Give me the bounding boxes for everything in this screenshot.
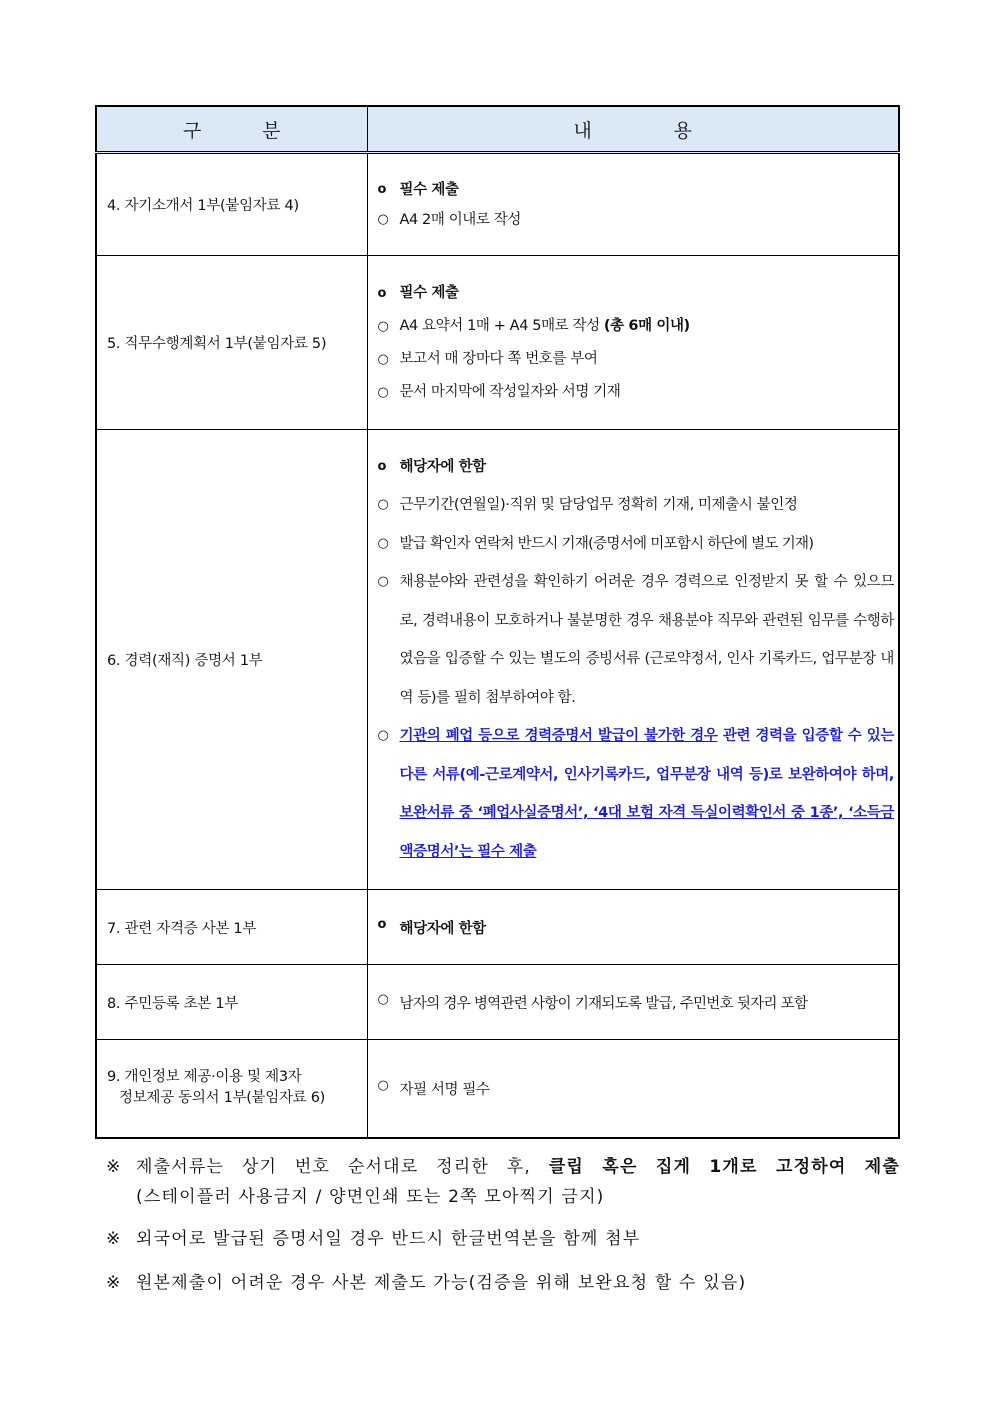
reference-mark-icon: ※	[106, 1273, 122, 1293]
reference-mark-icon: ※	[106, 1157, 122, 1177]
bullet-icon: ○	[377, 384, 389, 400]
bullet-icon: ○	[377, 991, 389, 1007]
table-row	[96, 1040, 899, 1138]
note-item: ※ 외국어로 발급된 증명서일 경우 반드시 한글번역본을 함께 첨부	[106, 1220, 900, 1258]
row-label: 7. 관련 자격증 사본 1부	[96, 890, 367, 965]
bullet-icon: ○	[377, 318, 389, 334]
table-row	[96, 430, 899, 890]
row-label: 8. 주민등록 초본 1부	[96, 965, 367, 1040]
note-item: ※ 원본제출이 어려운 경우 사본 제출도 가능(검증을 위해 보완요청 할 수 있음)	[106, 1264, 900, 1302]
row-content: o 필수 제출 ○ A4 2매 이내로 작성	[367, 153, 899, 256]
bullet-icon: ○	[377, 351, 389, 367]
row-label: 9. 개인정보 제공·이용 및 제3자 정보제공 동의서 1부(붙임자료 6)	[96, 1040, 367, 1138]
table-row	[96, 256, 899, 430]
table-row	[96, 965, 899, 1040]
bullet-icon: ○	[377, 574, 389, 590]
row-content: o 해당자에 한함	[367, 890, 899, 965]
bullet-icon: ○	[377, 497, 389, 513]
table-header-row	[96, 106, 899, 153]
bullet-icon: o	[377, 916, 387, 932]
notes-section	[106, 1152, 900, 1302]
required-documents-table	[95, 105, 900, 1139]
row-label: 5. 직무수행계획서 1부(붙임자료 5)	[96, 256, 367, 430]
note-item: ※ 제출서류는 상기 번호 순서대로 정리한 후, 클립 혹은 집게 1개로 고정하여 제출	[106, 1152, 900, 1182]
requirements-table-wrapper	[95, 105, 900, 1139]
row-label: 4. 자기소개서 1부(붙임자료 4)	[96, 153, 367, 256]
bullet-icon: ○	[377, 535, 389, 551]
bullet-icon: ○	[377, 1077, 389, 1093]
bullet-icon: ○	[377, 728, 389, 744]
table-row	[96, 890, 899, 965]
row-content: ○ 남자의 경우 병역관련 사항이 기재되도록 발급, 주민번호 뒷자리 포함	[367, 965, 899, 1040]
header-category: 구 분	[96, 106, 367, 153]
bullet-icon: o	[377, 458, 387, 474]
reference-mark-icon: ※	[106, 1229, 122, 1249]
note-item-continuation: (스테이플러 사용금지 / 양면인쇄 또는 2쪽 모아찍기 금지)	[136, 1187, 605, 1207]
header-content: 내 용	[367, 106, 899, 153]
table-row	[96, 153, 899, 256]
bullet-icon: o	[377, 181, 387, 197]
row-content: ○ 자필 서명 필수	[367, 1040, 899, 1138]
row-content: o 필수 제출 ○ A4 요약서 1매 + A4 5매로 작성 (총 6매 이내) ○ 보고서 매 장마다 쪽 번호를 부여 ○ 문서 마지막에 작성일자와 서명 기재	[367, 256, 899, 430]
bullet-icon: o	[377, 285, 387, 301]
row-label: 6. 경력(재직) 증명서 1부	[96, 430, 367, 890]
row-content: o 해당자에 한함 ○ 근무기간(연월일)·직위 및 담당업무 정확히 기재, 미제출시 불인정 ○ 발급 확인자 연락처 반드시 기재(증명서에 미포함시 하단에 별도 기재) ○ 채용분야와 관련성을 확인하기 어려운 경우 경력으로 인정받지 못 할 수 있으므로, 경력내용이 모호하거나 불분명한 경우 채용분야 직무와 관련된 임무를 수행하였음을 입증할 수 있는 별도의 증빙서류 (근로약정서, 인사 기록카드, 업무분장 내역 등)를 필히 첨부하여야 함. ○ 기관의 폐업 등으로 경력증명서 발급이 불가한 경우 관련 경력을 입증할 수 있는 다른 서류(예-근로계약서, 인사기록카드, 업무분장 내역 등)로 보완하여야 하며, 보완서류 중 ‘폐업사실증명서’, ‘4대 보험 자격 득실이력확인서 중 1종’, ‘소득금액증명서’는 필수 제출	[367, 430, 899, 890]
bullet-icon: ○	[377, 211, 389, 227]
